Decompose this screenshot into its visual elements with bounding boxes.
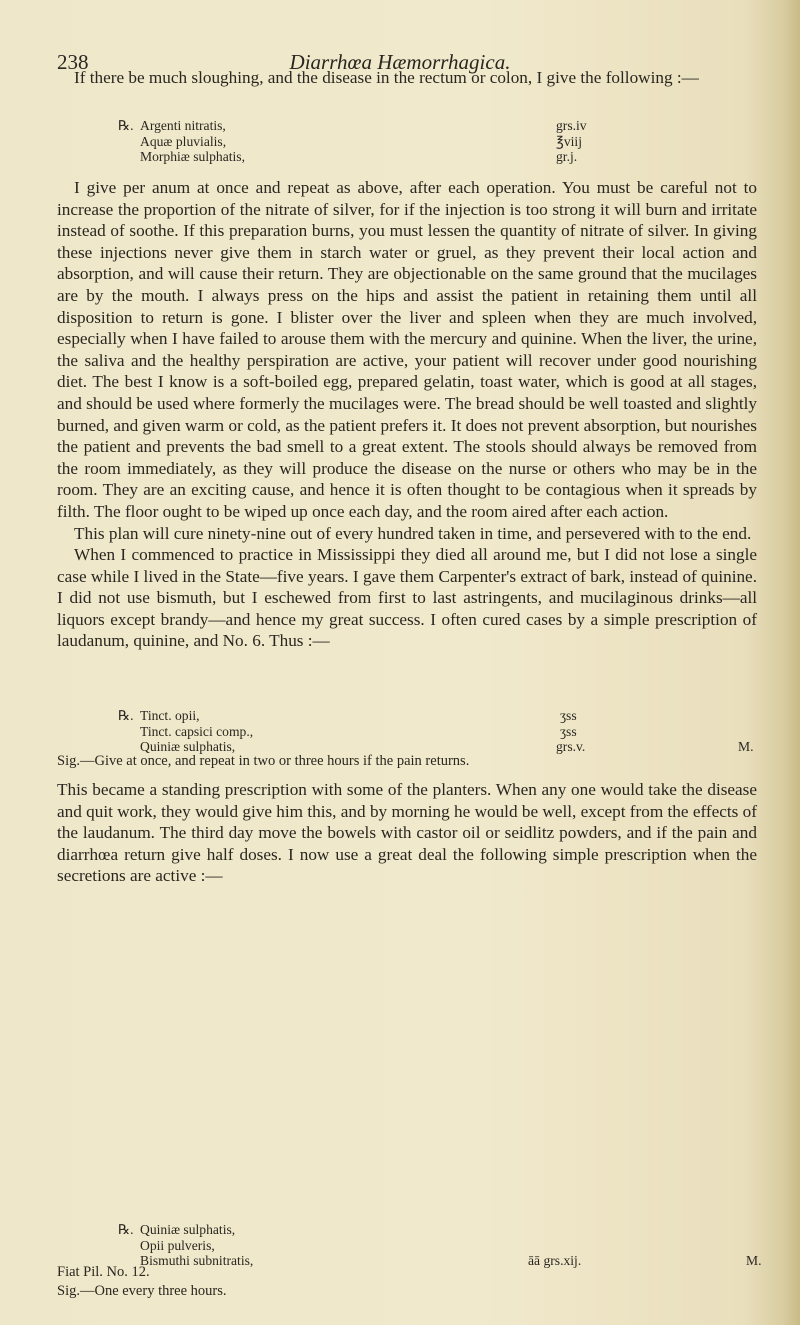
rx-ingredient: Tinct. capsici comp., bbox=[140, 723, 254, 739]
prescription-1 bbox=[118, 118, 678, 165]
rx-misce: M. bbox=[738, 739, 754, 755]
rx-ingredient: Morphiæ sulphatis, bbox=[140, 149, 245, 165]
rx-dose: ℥viij bbox=[556, 133, 582, 149]
rx-misce: M. bbox=[746, 1253, 762, 1269]
rx-ingredient: Tinct. opii, bbox=[140, 708, 200, 723]
rx-ingredient: Quiniæ sulphatis, bbox=[140, 1222, 236, 1237]
rx-dose: grs.iv bbox=[556, 118, 587, 133]
rx-dose: ʒss bbox=[560, 723, 577, 739]
rx-ingredient: Aquæ pluvialis, bbox=[140, 133, 227, 149]
rx-ingredient: Argenti nitratis, bbox=[140, 118, 226, 133]
rx3-signa: Sig.—One every three hours. bbox=[57, 1283, 227, 1299]
paragraph: I give per anum at once and repeat as above, after each operation. You must be careful not to increase the proportion of the nitrate of silver, for if the injection is too strong it will burn and irritate instead of soothe. If this preparation burns, you must lessen the quantity of nitrate of silver. In giving these injections never give them in starch water or gruel, as they prevent their local action and absorption, and will cause their return. They are objectionable on the same ground that the mucilages are by the mouth. I always press on the hips and assist the patient in retaining them until all disposition to return is gone. I blister over the liver and spleen when they are much involved, especially when I have failed to arouse them with the mercury and quinine. When the liver, the urine, the saliva and the healthy perspiration are active, your patient will recover under good nourishing diet. The best I know is a soft-boiled egg, prepared gelatin, toast water, which is good at all stages, and should be used where formerly the mucilages were. The bread should be well toasted and slightly burned, and given warm or cold, as the patient prefers it. It does not prevent absorption, but nourishes the patient and prevents the bad smell to a great extent. The stools should always be removed from the room immediately, as they will produce the disease on the nurse or others who may be in the room. They are an exciting cause, and hence it is often thought to be contagious when it spreads by filth. The floor ought to be wiped up once each day, and the room aired after each action. bbox=[57, 178, 757, 521]
paragraph: This plan will cure ninety-nine out of every hundred taken in time, and persevered with to the end. bbox=[74, 523, 752, 543]
rx-symbol: ℞. bbox=[118, 118, 134, 133]
prescription-3 bbox=[118, 1222, 762, 1269]
rx-dose: ʒss bbox=[560, 708, 577, 723]
paragraph-after-rx2 bbox=[57, 779, 757, 887]
rx-ingredient: Bismuthi subnitratis, bbox=[140, 1253, 254, 1269]
page-number: 238 bbox=[57, 50, 89, 74]
rx2-signa: Sig.—Give at once, and repeat in two or three hours if the pain returns. bbox=[57, 753, 470, 769]
paragraph: This became a standing prescription with some of the planters. When any one would take the disease and quit work, they would give him this, and by morning he would be well, except from the effects of the laudanum. The third day move the bowels with castor oil or seidlitz powders, and if the pain and diarrhœa return give half doses. I now use a great deal the following simple prescription when the secretions are active :— bbox=[57, 780, 757, 886]
rx-dose: āā grs.xij. bbox=[528, 1253, 582, 1269]
rx-dose: grs.v. bbox=[556, 739, 586, 755]
paragraph: When I commenced to practice in Mississippi they died all around me, but I did not lose a single case while I lived in the State—five years. I gave them Carpenter's extract of bark, instead of quinine. I did not use bismuth, but I eschewed from first to last astringents, and mucilaginous drinks—all liquors except brandy—and hence my great success. I often cured cases by a simple prescription of laudanum, quinine, and No. 6. Thus :— bbox=[57, 545, 757, 651]
rx-ingredient: Opii pulveris, bbox=[140, 1237, 215, 1253]
rx-symbol: ℞. bbox=[118, 708, 134, 723]
rx-dose: gr.j. bbox=[556, 149, 578, 165]
intro-paragraph bbox=[57, 67, 757, 89]
rx-ingredient: Quiniæ sulphatis, bbox=[140, 739, 236, 755]
body-paragraphs bbox=[57, 177, 757, 652]
rx-symbol: ℞. bbox=[118, 1222, 134, 1237]
rx3-fiat: Fiat Pil. No. 12. bbox=[57, 1264, 150, 1280]
running-title: Diarrhœa Hæmorrhagica. bbox=[289, 50, 511, 74]
prescription-2 bbox=[118, 708, 758, 755]
intro-text: If there be much sloughing, and the disease in the rectum or colon, I give the following :— bbox=[74, 68, 699, 87]
